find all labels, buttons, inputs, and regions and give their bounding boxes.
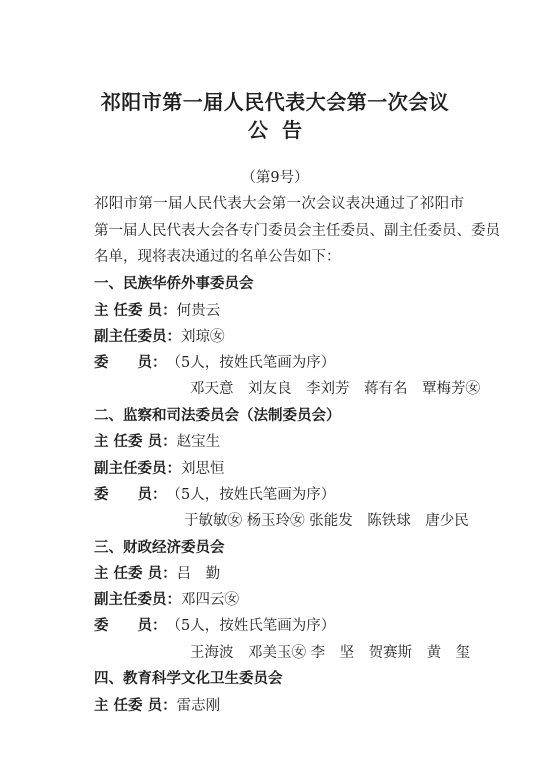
- director-label: 主 任委 员：: [94, 434, 177, 450]
- director-label: 主 任委 员：: [94, 698, 177, 714]
- members-note: （5人，按姓氏笔画为序）: [166, 487, 336, 503]
- members-names: 王海波 邓美玉㊛ 李 坚 贺赛斯 黄 玺: [190, 645, 471, 661]
- deputy-row: [94, 325, 225, 346]
- section-heading: 一、民族华侨外事委员会: [94, 276, 254, 292]
- members-note: （5人，按姓氏笔画为序）: [166, 355, 336, 371]
- director-row: [94, 299, 220, 320]
- members-row: [94, 614, 335, 635]
- director-label: 主 任委 员：: [94, 566, 177, 582]
- deputy-label: 副主任委员：: [94, 592, 181, 608]
- deputy-row: [94, 457, 225, 478]
- section-heading: 三、财政经济委员会: [94, 540, 225, 556]
- deputy-label: 副主任委员：: [94, 461, 181, 477]
- members-row: [94, 351, 335, 372]
- director-name: 吕 勤: [176, 566, 221, 582]
- members-label: 委 员：: [94, 487, 167, 503]
- director-row: [94, 562, 220, 583]
- intro-line-3: 名单，现将表决通过的名单公告如下：: [94, 249, 341, 265]
- director-name: 何贵云: [176, 303, 221, 319]
- deputy-name: 刘思恒: [181, 461, 225, 477]
- section-heading: 四、教育科学文化卫生委员会: [94, 671, 283, 687]
- members-label: 委 员：: [94, 355, 167, 371]
- deputy-name: 邓四云㊛: [181, 592, 239, 608]
- director-label: 主 任委 员：: [94, 303, 177, 319]
- members-note: （5人，按姓氏笔画为序）: [166, 618, 336, 634]
- director-name: 赵宝生: [176, 434, 221, 450]
- announcement-number: （第9号）: [241, 170, 309, 186]
- intro-line-2: 第一届人民代表大会各专门委员会主任委员、副主任委员、委员: [94, 223, 500, 239]
- intro-line-1: 祁阳市第一届人民代表大会第一次会议表决通过了祁阳市: [94, 196, 464, 212]
- members-row: [94, 483, 335, 504]
- members-label: 委 员：: [94, 618, 167, 634]
- deputy-label: 副主任委员：: [94, 329, 181, 345]
- section-heading: 二、监察和司法委员会（法制委员会）: [94, 408, 341, 424]
- director-row: [94, 430, 220, 451]
- members-names: 邓天意 刘友良 李刘芳 蒋有名 覃梅芳㊛: [190, 381, 480, 397]
- director-name: 雷志刚: [176, 698, 221, 714]
- document-title: 祁阳市第一届人民代表大会第一次会议: [100, 90, 450, 114]
- members-names: 于敏敏㊛ 杨玉玲㊛ 张能发 陈铁球 唐少民: [184, 513, 469, 529]
- deputy-row: [94, 588, 239, 609]
- deputy-name: 刘琼㊛: [181, 329, 225, 345]
- document-subtitle: 公告: [248, 118, 316, 142]
- director-row: [94, 694, 220, 715]
